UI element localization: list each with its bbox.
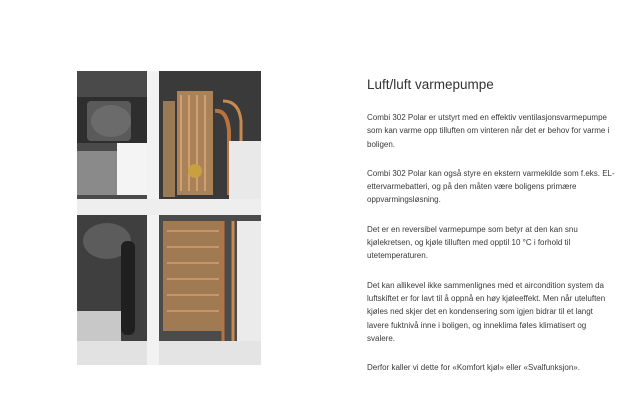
paragraph-aircondition: Det kan allikevel ikke sammenlignes med et aircondition system da luftskiftet er for lavt til å oppnå en høy kjøleeffekt. Men når uteluften kjøles ned skjer det en kondensering som igjen bidrar til et langt lavere fuktnivå inne i boligen, og inneklima føles klimatisert og svalere. (367, 280, 606, 343)
paragraph-reversible: Det er en reversibel varmepumpe som betyr at den kan snu kjølekretsen, og kjøle tilluften med opptil 10 °C i forhold til utetemperaturen. (367, 224, 578, 261)
heat-pump-unit-photo (77, 71, 261, 365)
description-column (367, 76, 615, 390)
section-heading: Luft/luft varmepumpe (367, 77, 494, 92)
paragraph-intro: Combi 302 Polar er utstyrt med en effektiv ventilasjonsvarmepumpe som kan varme opp tilluften om vinteren når det er behov for varme i boligen. (367, 113, 610, 149)
paragraph-comfort-cool: Derfor kaller vi dette for «Komfort kjøl» eller «Svalfunksjon». (367, 363, 580, 373)
heat-pump-unit-illustration (77, 71, 261, 365)
paragraph-external-heat: Combi 302 Polar kan også styre en ekstern varmekilde som f.eks. EL-ettervarmebatteri, og på den måten være boligens primære oppvarmingsløsning. (367, 168, 615, 205)
